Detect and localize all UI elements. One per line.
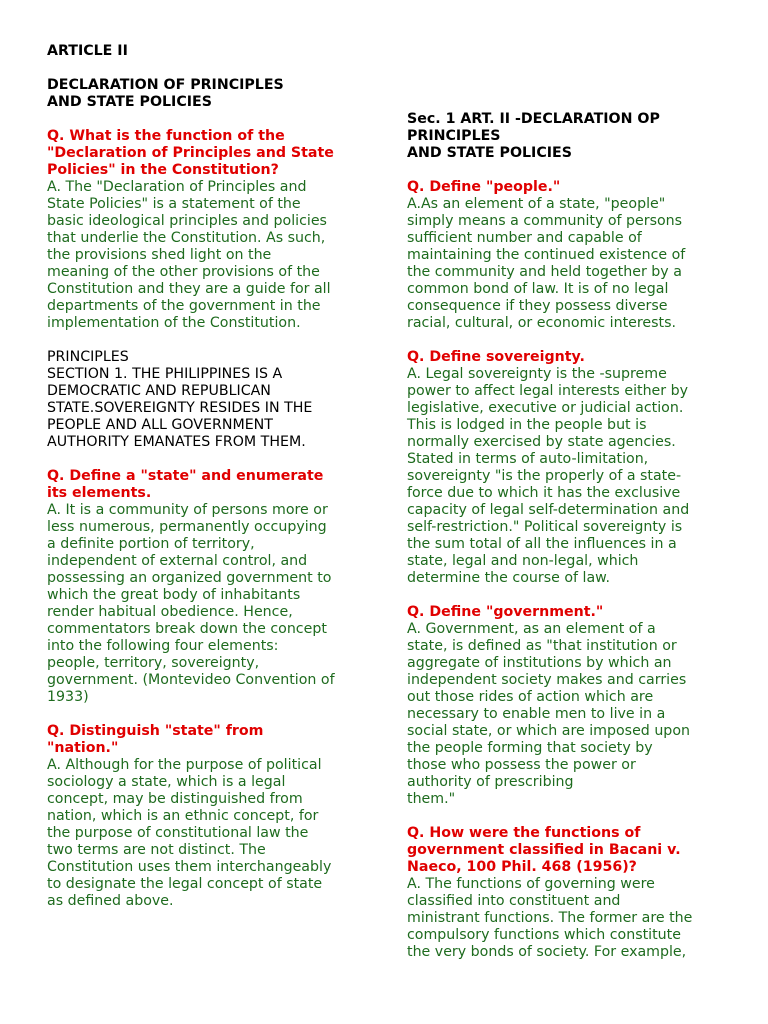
qa-block xyxy=(407,604,725,808)
question-text xyxy=(47,723,367,757)
heading-text xyxy=(47,43,367,60)
qa-block xyxy=(407,349,725,587)
answer-text-line: people, territory, sovereignty, xyxy=(47,655,260,671)
answer-text-line: necessary to enable men to live in a xyxy=(407,706,666,722)
heading-text-line: PRINCIPLES xyxy=(407,128,501,144)
answer-text-line: authority of prescribing xyxy=(407,774,574,790)
question-text xyxy=(407,825,725,876)
question-text-line: its elements. xyxy=(47,485,152,501)
answer-text-line: force due to which it has the exclusive xyxy=(407,485,681,501)
answer-text-line: A. Although for the purpose of political xyxy=(47,757,322,773)
answer-text-line: them." xyxy=(407,791,456,807)
right-column xyxy=(407,111,725,978)
answer-text-line: A. The "Declaration of Principles and xyxy=(47,179,307,195)
answer-text xyxy=(407,621,725,808)
answer-text-line: state, is defined as "that institution or xyxy=(407,638,677,654)
answer-text-line: Constitution and they are a guide for all xyxy=(47,281,331,297)
answer-text-line: This is lodged in the people but is xyxy=(407,417,647,433)
section-heading xyxy=(47,77,367,111)
question-text-line: "Declaration of Principles and State xyxy=(47,145,334,161)
body-text-line: STATE.SOVEREIGNTY RESIDES IN THE xyxy=(47,400,313,416)
answer-text-line: maintaining the continued existence of xyxy=(407,247,686,263)
answer-text xyxy=(47,502,367,706)
answer-text-line: that underlie the Constitution. As such, xyxy=(47,230,326,246)
answer-text-line: possessing an organized government to xyxy=(47,570,332,586)
answer-text-line: A. The functions of governing were xyxy=(407,876,655,892)
answer-text-line: legislative, executive or judicial action. xyxy=(407,400,684,416)
answer-text-line: the community and held together by a xyxy=(407,264,682,280)
answer-text-line: 1933) xyxy=(47,689,89,705)
question-text-line: Policies" in the Constitution? xyxy=(47,162,279,178)
qa-block xyxy=(407,179,725,332)
body-text xyxy=(47,349,367,451)
answer-text-line: sociology a state, which is a legal xyxy=(47,774,286,790)
answer-text-line: independent society makes and carries xyxy=(407,672,687,688)
heading-text-line: AND STATE POLICIES xyxy=(47,94,212,110)
answer-text-line: concept, may be distinguished from xyxy=(47,791,303,807)
heading-text-line: AND STATE POLICIES xyxy=(407,145,572,161)
question-text xyxy=(47,468,367,502)
answer-text xyxy=(407,196,725,332)
heading-text-line: Sec. 1 ART. II -DECLARATION OP xyxy=(407,111,660,127)
answer-text xyxy=(47,179,367,332)
body-text-line: AUTHORITY EMANATES FROM THEM. xyxy=(47,434,306,450)
answer-text-line: A. Government, as an element of a xyxy=(407,621,656,637)
section-heading xyxy=(407,111,725,162)
answer-text-line: Stated in terms of auto-limitation, xyxy=(407,451,649,467)
qa-block xyxy=(47,468,367,706)
answer-text-line: as defined above. xyxy=(47,893,174,909)
section-heading xyxy=(47,43,367,60)
question-text-line: government classified in Bacani v. xyxy=(407,842,681,858)
answer-text-line: those who possess the power or xyxy=(407,757,636,773)
answer-text-line: basic ideological principles and policies xyxy=(47,213,327,229)
question-text-line: Q. How were the functions of xyxy=(407,825,641,841)
answer-text-line: the people forming that society by xyxy=(407,740,653,756)
answer-text xyxy=(47,757,367,910)
answer-text-line: meaning of the other provisions of the xyxy=(47,264,320,280)
answer-text-line: departments of the government in the xyxy=(47,298,321,314)
answer-text-line: A. Legal sovereignty is the -supreme xyxy=(407,366,667,382)
answer-text-line: sufficient number and capable of xyxy=(407,230,642,246)
answer-text-line: social state, or which are imposed upon xyxy=(407,723,690,739)
body-text-line: PRINCIPLES xyxy=(47,349,129,365)
answer-text-line: government. (Montevideo Convention of xyxy=(47,672,335,688)
answer-text-line: Constitution uses them interchangeably xyxy=(47,859,332,875)
qa-block xyxy=(407,825,725,961)
answer-text-line: independent of external control, and xyxy=(47,553,308,569)
answer-text-line: sovereignty "is the properly of a state- xyxy=(407,468,682,484)
heading-text-line: ARTICLE II xyxy=(47,43,128,59)
answer-text-line: the very bonds of society. For example, xyxy=(407,944,687,960)
answer-text-line: which the great body of inhabitants xyxy=(47,587,301,603)
answer-text-line: the provisions shed light on the xyxy=(47,247,272,263)
answer-text xyxy=(407,366,725,587)
question-text-line: "nation." xyxy=(47,740,119,756)
question-text-line: Q. What is the function of the xyxy=(47,128,285,144)
question-text-line: Q. Define a "state" and enumerate xyxy=(47,468,324,484)
answer-text-line: consequence if they possess diverse xyxy=(407,298,668,314)
question-text-line: Q. Define "government." xyxy=(407,604,604,620)
answer-text-line: render habitual obedience. Hence, xyxy=(47,604,293,620)
qa-block xyxy=(47,128,367,332)
answer-text-line: racial, cultural, or economic interests. xyxy=(407,315,677,331)
answer-text-line: nation, which is an ethnic concept, for xyxy=(47,808,319,824)
question-text-line: Q. Distinguish "state" from xyxy=(47,723,264,739)
question-text xyxy=(407,179,725,196)
answer-text-line: implementation of the Constitution. xyxy=(47,315,301,331)
answer-text-line: State Policies" is a statement of the xyxy=(47,196,301,212)
heading-text xyxy=(47,77,367,111)
body-text-line: PEOPLE AND ALL GOVERNMENT xyxy=(47,417,273,433)
heading-text-line: DECLARATION OF PRINCIPLES xyxy=(47,77,284,93)
answer-text-line: the purpose of constitutional law the xyxy=(47,825,309,841)
answer-text-line: capacity of legal self-determination and xyxy=(407,502,690,518)
answer-text-line: aggregate of institutions by which an xyxy=(407,655,672,671)
question-text xyxy=(407,349,725,366)
left-column xyxy=(47,43,367,927)
answer-text-line: a definite portion of territory, xyxy=(47,536,255,552)
answer-text xyxy=(407,876,725,961)
question-text xyxy=(47,128,367,179)
body-text-line: DEMOCRATIC AND REPUBLICAN xyxy=(47,383,271,399)
answer-text-line: power to affect legal interests either by xyxy=(407,383,689,399)
qa-block xyxy=(47,723,367,910)
answer-text-line: the sum total of all the influences in a xyxy=(407,536,677,552)
principle-text xyxy=(47,349,367,451)
question-text-line: Q. Define sovereignty. xyxy=(407,349,585,365)
answer-text-line: to designate the legal concept of state xyxy=(47,876,323,892)
answer-text-line: into the following four elements: xyxy=(47,638,279,654)
question-text xyxy=(407,604,725,621)
answer-text-line: normally exercised by state agencies. xyxy=(407,434,676,450)
answer-text-line: classified into constituent and xyxy=(407,893,621,909)
answer-text-line: A.As an element of a state, "people" xyxy=(407,196,666,212)
answer-text-line: less numerous, permanently occupying xyxy=(47,519,327,535)
answer-text-line: commentators break down the concept xyxy=(47,621,327,637)
answer-text-line: determine the course of law. xyxy=(407,570,610,586)
answer-text-line: compulsory functions which constitute xyxy=(407,927,681,943)
question-text-line: Naeco, 100 Phil. 468 (1956)? xyxy=(407,859,637,875)
question-text-line: Q. Define "people." xyxy=(407,179,561,195)
answer-text-line: common bond of law. It is of no legal xyxy=(407,281,669,297)
body-text-line: SECTION 1. THE PHILIPPINES IS A xyxy=(47,366,283,382)
answer-text-line: two terms are not distinct. The xyxy=(47,842,266,858)
answer-text-line: simply means a community of persons xyxy=(407,213,683,229)
answer-text-line: A. It is a community of persons more or xyxy=(47,502,328,518)
answer-text-line: self-restriction." Political sovereignty is xyxy=(407,519,683,535)
heading-text xyxy=(407,111,725,162)
answer-text-line: state, legal and non-legal, which xyxy=(407,553,639,569)
answer-text-line: out those rides of action which are xyxy=(407,689,654,705)
answer-text-line: ministrant functions. The former are the xyxy=(407,910,693,926)
